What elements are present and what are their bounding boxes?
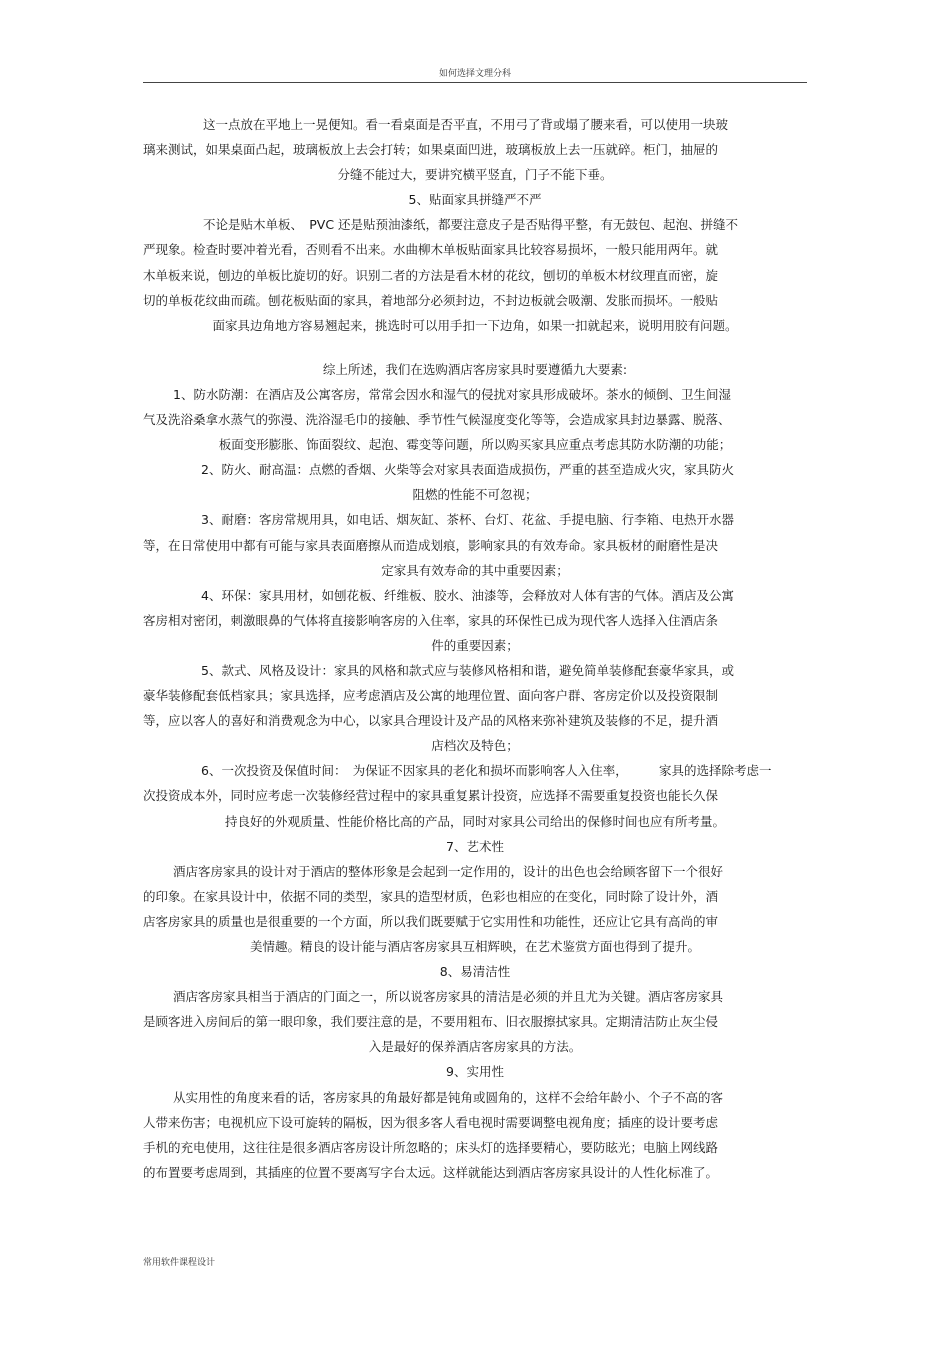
body-line: 不论是贴木单板、 PVC 还是贴预油漆纸，都要注意皮子是否贴得平整，有无鼓包、起泡、拼缝不: [203, 217, 739, 233]
body-line: 持良好的外观质量、性能价格比高的产品，同时对家具公司给出的保修时间也应有所考量。: [224, 813, 725, 829]
header-rule: [143, 82, 807, 83]
body-line: 切的单板花纹曲而疏。刨花板贴面的家具，着地部分必须封边，不封边板就会吸潮、发胀而损坏。一般贴: [143, 292, 719, 308]
body-line: 2、防火、耐高温：点燃的香烟、火柴等会对家具表面造成损伤，严重的甚至造成火灾，家具防火: [201, 462, 734, 478]
page-footer: 常用软件课程设计: [143, 1258, 216, 1268]
body-line: 1、防水防潮：在酒店及公寓客房，常常会因水和湿气的侵扰对家具形成破坏。茶水的倾倒、卫生间湿: [173, 386, 731, 402]
body-line: 6、一次投资及保值时间： 为保证不因家具的老化和损坏而影响客人入住率， 家具的选择除考虑一: [201, 763, 772, 779]
body-line: 的印象。在家具设计中，依据不同的类型，家具的造型材质，色彩也相应的在变化，同时除了设计外，酒: [143, 888, 719, 904]
body-line: 分缝不能过大，要讲究横平竖直，门子不能下垂。: [337, 167, 613, 183]
section-heading: 7、艺术性: [446, 838, 504, 854]
body-line: 入是最好的保养酒店客房家具的方法。: [368, 1039, 582, 1055]
body-line: 从实用性的角度来看的话，客房家具的角最好都是钝角或圆角的，这样不会给年龄小、个子不高的客: [173, 1089, 724, 1105]
body-line: 5、款式、风格及设计：家具的风格和款式应与装修风格相和谐，避免简单装修配套豪华家具，或: [201, 662, 734, 678]
document-body: [143, 112, 807, 1185]
summary-heading: 综上所述，我们在选购酒店客房家具时要遵循九大要素:: [322, 361, 628, 377]
body-line: 阻燃的性能不可忽视；: [412, 487, 538, 503]
body-line: 等，在日常使用中都有可能与家具表面磨擦从而造成划痕，影响家具的有效寿命。家具板材的耐磨性是决: [143, 537, 719, 553]
body-line: 这一点放在平地上一晃便知。看一看桌面是否平直，不用弓了背或塌了腰来看，可以使用一块玻: [203, 117, 729, 132]
body-line: 酒店客房家具的设计对于酒店的整体形象是会起到一定作用的，设计的出色也会给顾客留下一个很好: [173, 863, 724, 879]
body-line: 酒店客房家具相当于酒店的门面之一，所以说客房家具的清洁是必须的并且尤为关键。酒店客房家具: [173, 989, 724, 1005]
body-line: 的布置要考虑周到，其插座的位置不要离写字台太远。这样就能达到酒店客房家具设计的人性化标准了。: [143, 1164, 719, 1180]
body-line: 次投资成本外，同时应考虑一次装修经营过程中的家具重复累计投资，应选择不需要重复投资也能长久保: [143, 788, 719, 804]
body-line: 4、环保：家具用材，如刨花板、纤维板、胶水、油漆等，会释放对人体有害的气体。酒店及公寓: [201, 587, 734, 603]
body-line: 面家具边角地方容易翘起来，挑选时可以用手扣一下边角，如果一扣就起来，说明用胶有问题。: [212, 317, 738, 333]
section-heading: 5、贴面家具拼缝严不严: [408, 192, 542, 208]
body-line: 店客房家具的质量也是很重要的一个方面，所以我们既要赋于它实用性和功能性，还应让它具有高尚的审: [143, 913, 719, 929]
body-line: 气及洗浴桑拿水蒸气的弥漫、洗浴湿毛巾的接触、季节性气候湿度变化等等，会造成家具封边暴露、脱落、: [143, 412, 731, 428]
paragraph-gap: [143, 338, 807, 357]
section-heading: 8、易清洁性: [439, 964, 511, 980]
body-line: 店档次及特色；: [431, 738, 519, 754]
body-line: 豪华装修配套低档家具；家具选择，应考虑酒店及公寓的地理位置、面向客户群、客房定价以及投资限制: [143, 688, 719, 704]
body-line: 板面变形膨胀、饰面裂纹、起泡、霉变等问题，所以购买家具应重点考虑其防水防潮的功能；: [218, 437, 732, 453]
body-line: 手机的充电使用，这往往是很多酒店客房设计所忽略的；床头灯的选择要精心，要防眩光；电脑上网线路: [143, 1139, 719, 1155]
body-line: 是顾客进入房间后的第一眼印象，我们要注意的是，不要用粗布、旧衣服擦拭家具。定期清洁防止灰尘侵: [143, 1014, 719, 1030]
body-line: 3、耐磨：客房常规用具，如电话、烟灰缸、茶杯、台灯、花盆、手提电脑、行李箱、电热开水器: [201, 512, 734, 528]
body-line: 木单板来说，刨边的单板比旋切的好。识别二者的方法是看木材的花纹，刨切的单板木材纹理直而密，旋: [143, 267, 719, 283]
body-line: 等，应以客人的喜好和消费观念为中心，以家具合理设计及产品的风格来弥补建筑及装修的不足，提升酒: [143, 713, 719, 729]
body-line: 客房相对密闭，刺激眼鼻的气体将直接影响客房的入住率，家具的环保性已成为现代客人选择入住酒店条: [143, 612, 719, 628]
page-header: 如何选择文理分科: [438, 69, 511, 79]
body-line: 人带来伤害；电视机应下设可旋转的隔板，因为很多客人看电视时需要调整电视角度；插座的设计要考虑: [143, 1114, 719, 1130]
body-line: 定家具有效寿命的其中重要因素；: [381, 562, 569, 578]
section-heading: 9、实用性: [446, 1064, 504, 1080]
body-line: 件的重要因素；: [431, 637, 519, 653]
body-line: 严现象。检查时要冲着光看，否则看不出来。水曲柳木单板贴面家具比较容易损坏，一般只能用两年。就: [143, 242, 719, 258]
body-line: 美情趣。精良的设计能与酒店客房家具互相辉映，在艺术鉴赏方面也得到了提升。: [249, 939, 700, 954]
body-line: 璃来测试，如果桌面凸起，玻璃板放上去会打转；如果桌面凹进，玻璃板放上去一压就碎。柜门，抽屉的: [143, 142, 719, 158]
